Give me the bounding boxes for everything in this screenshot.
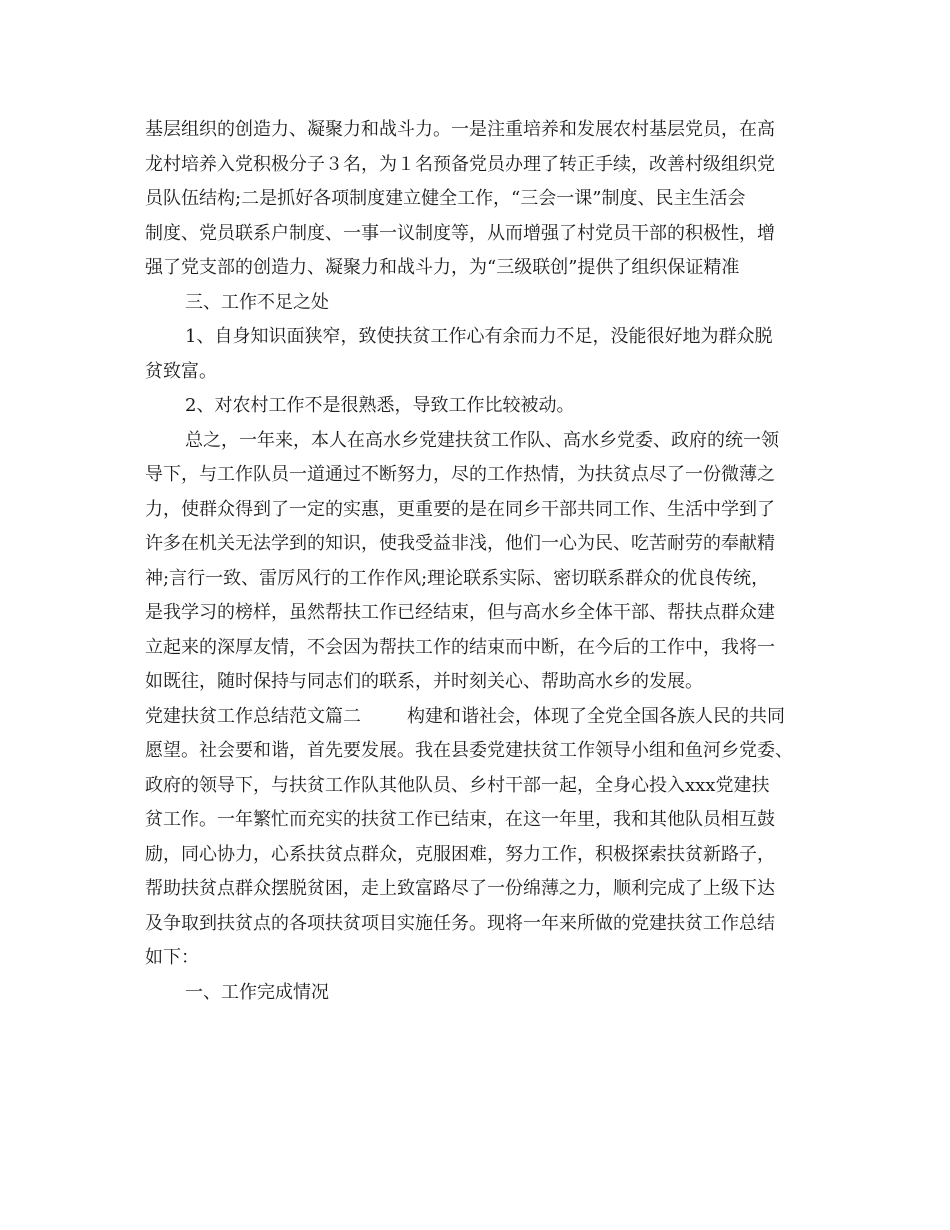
text-line: 励，同心协力，心系扶贫点群众，克服困难，努力工作，积极探索扶贫新路子， [145, 843, 775, 865]
text-line: 如下： [145, 947, 199, 968]
text-line: 神;言行一致、雷厉风行的工作作风;理论联系实际、密切联系群众的优良传统， [145, 567, 770, 589]
text-line: 1、自身知识面狭窄，致使扶贫工作心有余而力不足，没能很好地为群众脱 [185, 326, 773, 347]
section-title-line [145, 700, 810, 735]
text-line: 2、对农村工作不是很熟悉，导致工作比较被动。 [185, 395, 575, 416]
text-line: 许多在机关无法学到的知识，使我受益非浅，他们一心为民、吃苦耐劳的奉献精 [145, 533, 775, 554]
text-line: 立起来的深厚友情，不会因为帮扶工作的结束而中断，在今后的工作中，我将一 [145, 636, 775, 658]
text-line: 是我学习的榜样，虽然帮扶工作已经结束，但与高水乡全体干部、帮扶点群众建 [145, 602, 775, 623]
document-page [145, 113, 810, 1010]
document-body-part-2 [145, 734, 810, 1010]
text-line: 三、工作不足之处 [185, 291, 329, 313]
text-line: 贫工作。一年繁忙而充实的扶贫工作已结束，在这一年里，我和其他队员相互鼓 [145, 809, 775, 830]
text-line: 导下，与工作队员一道通过不断努力，尽的工作热情，为扶贫点尽了一份微薄之 [145, 464, 775, 485]
text-line: 总之，一年来，本人在高水乡党建扶贫工作队、高水乡党委、政府的统一领 [185, 429, 779, 451]
text-line: 愿望。社会要和谐，首先要发展。我在县委党建扶贫工作领导小组和鱼河乡党委、 [145, 740, 793, 761]
text-line: 强了党支部的创造力、凝聚力和战斗力，为“三级联创”提供了组织保证精准 [145, 257, 740, 278]
text-line: 贫致富。 [145, 360, 217, 382]
text-line: 帮助扶贫点群众摆脱贫困，走上致富路尽了一份绵薄之力，顺利完成了上级下达 [145, 878, 775, 899]
section-first-line: 构建和谐社会，体现了全党全国各族人民的共同 [407, 705, 785, 727]
text-line: 如既往，随时保持与同志们的联系，并时刻关心、帮助高水乡的发展。 [145, 671, 703, 692]
text-line: 政府的领导下，与扶贫工作队其他队员、乡村干部一起，全身心投入xxx党建扶 [145, 774, 770, 796]
text-line: 制度、党员联系户制度、一事一议制度等，从而增强了村党员干部的积极性，增 [145, 222, 775, 244]
text-line: 龙村培养入党积极分子３名，为１名预备党员办理了转正手续，改善村级组织党 [145, 153, 775, 175]
document-body-part-1 [145, 113, 810, 700]
text-line: 员队伍结构;二是抓好各项制度建立健全工作，“三会一课”制度、民主生活会 [145, 188, 746, 209]
section-title: 党建扶贫工作总结范文篇二 [145, 705, 361, 727]
text-line: 力，使群众得到了一定的实惠，更重要的是在同乡干部共同工作、生活中学到了 [145, 498, 775, 520]
text-line: 及争取到扶贫点的各项扶贫项目实施任务。现将一年来所做的党建扶贫工作总结 [145, 912, 775, 934]
text-line: 一、工作完成情况 [185, 981, 329, 1003]
text-line: 基层组织的创造力、凝聚力和战斗力。一是注重培养和发展农村基层党员，在高 [145, 119, 775, 140]
